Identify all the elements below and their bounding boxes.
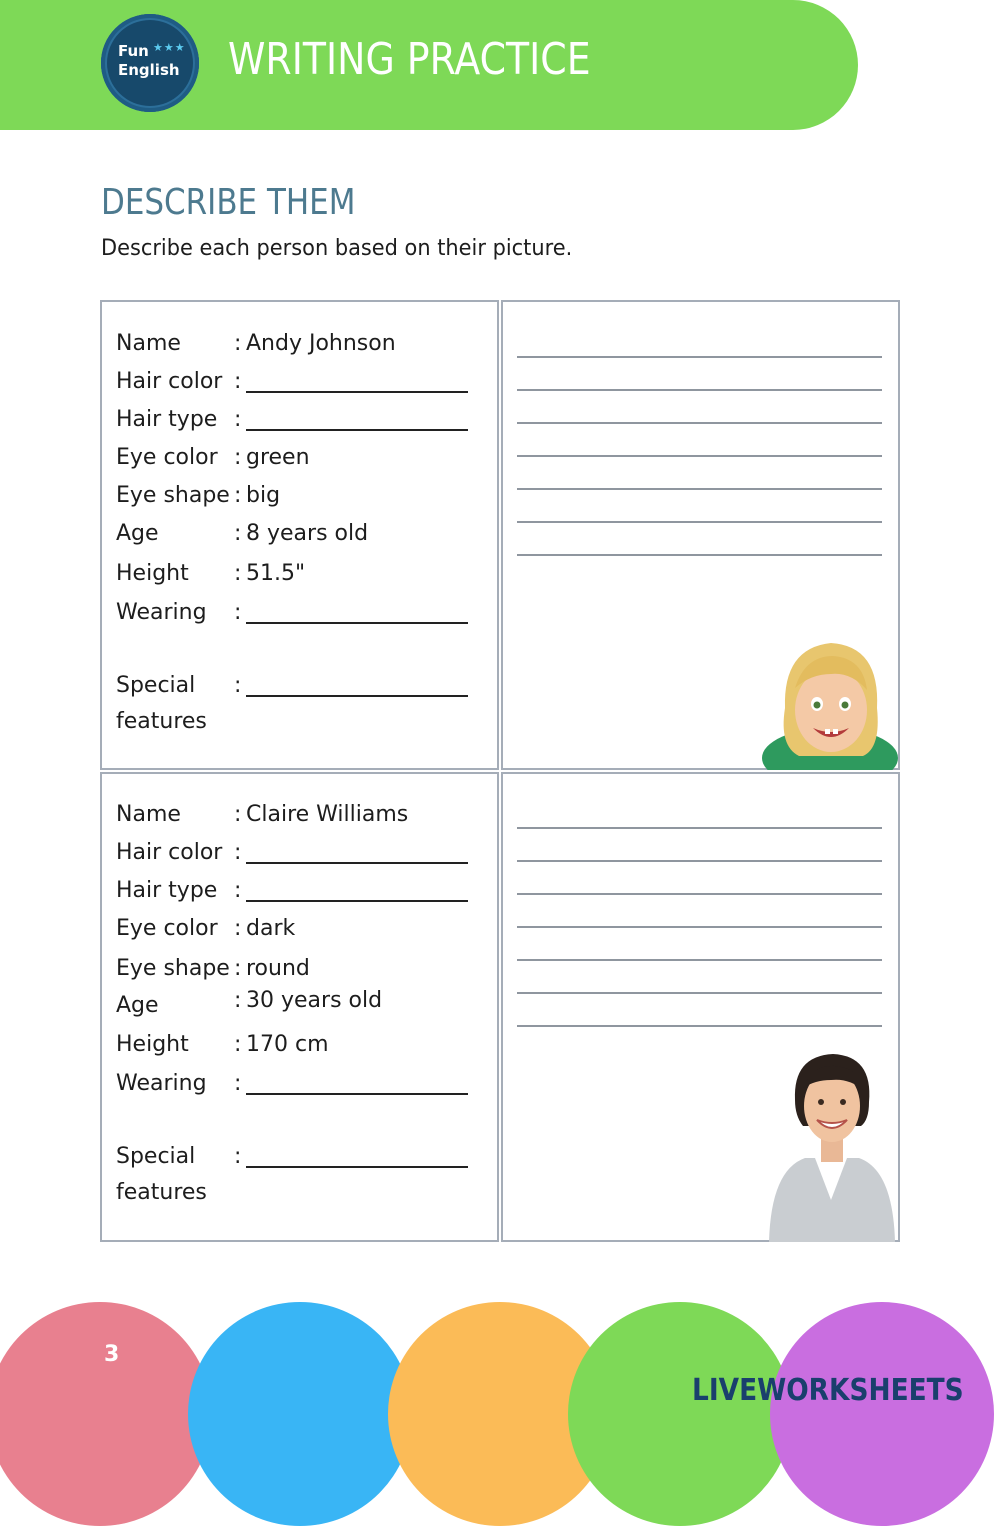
writing-line[interactable] bbox=[517, 521, 882, 523]
name-label: Name bbox=[116, 802, 181, 827]
hair-type-label: Hair type bbox=[116, 407, 218, 432]
colon: : bbox=[234, 445, 242, 470]
colon: : bbox=[234, 956, 242, 981]
footer-circle-blue bbox=[188, 1302, 412, 1526]
writing-line[interactable] bbox=[517, 959, 882, 961]
writing-line[interactable] bbox=[517, 860, 882, 862]
writing-line[interactable] bbox=[517, 455, 882, 457]
hair-color-blank[interactable] bbox=[246, 844, 468, 864]
colon: : bbox=[234, 840, 242, 865]
logo-text-line2: English bbox=[118, 61, 180, 79]
hair-type-label: Hair type bbox=[116, 878, 218, 903]
andy-photo bbox=[755, 638, 898, 770]
footer-circle-pink bbox=[0, 1302, 212, 1526]
writing-line[interactable] bbox=[517, 356, 882, 358]
colon: : bbox=[234, 600, 242, 625]
page-title: WRITING PRACTICE bbox=[228, 34, 591, 85]
eye-shape-value: round bbox=[246, 956, 310, 981]
colon: : bbox=[234, 673, 242, 698]
height-label: Height bbox=[116, 561, 189, 586]
colon: : bbox=[234, 802, 242, 827]
fun-english-logo bbox=[101, 14, 199, 112]
colon: : bbox=[234, 988, 242, 1013]
name-label: Name bbox=[116, 331, 181, 356]
colon: : bbox=[234, 1071, 242, 1096]
eye-shape-label: Eye shape bbox=[116, 483, 230, 508]
colon: : bbox=[234, 1032, 242, 1057]
eye-color-value: green bbox=[246, 445, 310, 470]
age-label: Age bbox=[116, 993, 159, 1018]
person-1-writing-card bbox=[501, 300, 900, 770]
hair-color-label: Hair color bbox=[116, 369, 223, 394]
writing-line[interactable] bbox=[517, 389, 882, 391]
logo-text-line1: Fun bbox=[118, 42, 149, 60]
person-1-info-card: Name : Andy Johnson Hair color : Hair type : Eye color : green Eye shape : big Age : 8 years old Height : 51.5" Wearing : Special : features bbox=[100, 300, 499, 770]
height-value: 51.5" bbox=[246, 561, 306, 586]
colon: : bbox=[234, 407, 242, 432]
eye-color-label: Eye color bbox=[116, 445, 218, 470]
wearing-label: Wearing bbox=[116, 600, 207, 625]
hair-color-label: Hair color bbox=[116, 840, 223, 865]
age-value: 8 years old bbox=[246, 521, 369, 546]
eye-color-value: dark bbox=[246, 916, 296, 941]
liveworksheets-logo[interactable] bbox=[692, 1373, 964, 1408]
eye-shape-value: big bbox=[246, 483, 281, 508]
page-number: 3 bbox=[104, 1342, 120, 1367]
section-title: DESCRIBE THEM bbox=[101, 182, 356, 223]
hair-type-blank[interactable] bbox=[246, 411, 468, 431]
person-2-writing-card bbox=[501, 772, 900, 1242]
special-features-label: Special bbox=[116, 1144, 196, 1169]
writing-line[interactable] bbox=[517, 827, 882, 829]
special-features-blank[interactable] bbox=[246, 677, 468, 697]
height-label: Height bbox=[116, 1032, 189, 1057]
age-value: 30 years old bbox=[246, 988, 383, 1013]
writing-line[interactable] bbox=[517, 488, 882, 490]
wearing-label: Wearing bbox=[116, 1071, 207, 1096]
special-features-label: Special bbox=[116, 673, 196, 698]
writing-line[interactable] bbox=[517, 422, 882, 424]
writing-line[interactable] bbox=[517, 1025, 882, 1027]
writing-line[interactable] bbox=[517, 893, 882, 895]
writing-line[interactable] bbox=[517, 926, 882, 928]
footer-circle-purple bbox=[770, 1302, 994, 1526]
colon: : bbox=[234, 1144, 242, 1169]
height-value: 170 cm bbox=[246, 1032, 329, 1057]
eye-color-label: Eye color bbox=[116, 916, 218, 941]
writing-line[interactable] bbox=[517, 554, 882, 556]
brand-live: LIVE bbox=[692, 1373, 758, 1408]
hair-type-blank[interactable] bbox=[246, 882, 468, 902]
special-features-blank[interactable] bbox=[246, 1148, 468, 1168]
name-value: Andy Johnson bbox=[246, 331, 396, 356]
footer-circle-green bbox=[568, 1302, 792, 1526]
wearing-blank[interactable] bbox=[246, 604, 468, 624]
claire-photo bbox=[765, 1050, 898, 1242]
name-value: Claire Williams bbox=[246, 802, 409, 827]
brand-worksheets: WORKSHEETS bbox=[757, 1373, 964, 1408]
colon: : bbox=[234, 369, 242, 394]
colon: : bbox=[234, 916, 242, 941]
eye-shape-label: Eye shape bbox=[116, 956, 230, 981]
header-banner bbox=[0, 0, 858, 130]
logo-stars-icon: ★★★ bbox=[153, 41, 186, 54]
colon: : bbox=[234, 878, 242, 903]
wearing-blank[interactable] bbox=[246, 1075, 468, 1095]
colon: : bbox=[234, 483, 242, 508]
colon: : bbox=[234, 561, 242, 586]
person-2-info-card: Name : Claire Williams Hair color : Hair type : Eye color : dark Eye shape : round Age : 30 years old Height : 170 cm Wearing : Special : features bbox=[100, 772, 499, 1242]
hair-color-blank[interactable] bbox=[246, 373, 468, 393]
age-label: Age bbox=[116, 521, 159, 546]
instruction-text: Describe each person based on their picture. bbox=[101, 236, 573, 261]
writing-line[interactable] bbox=[517, 992, 882, 994]
colon: : bbox=[234, 331, 242, 356]
colon: : bbox=[234, 521, 242, 546]
